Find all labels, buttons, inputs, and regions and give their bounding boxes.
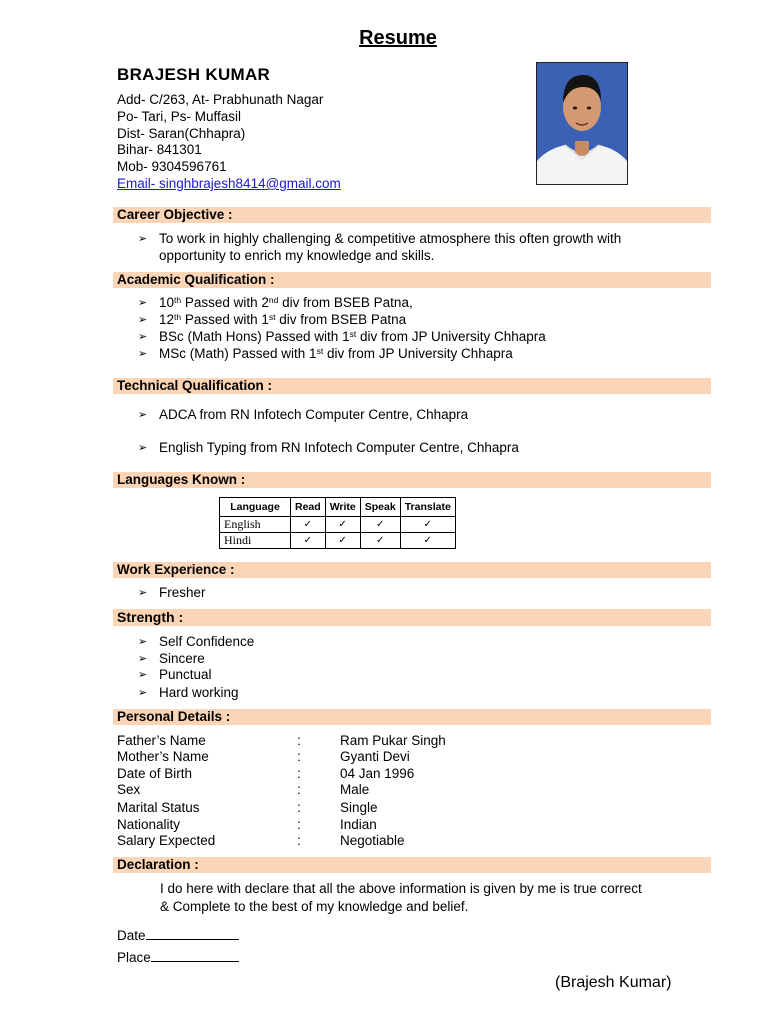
detail-value: 04 Jan 1996 bbox=[340, 766, 415, 781]
date-field bbox=[117, 927, 239, 943]
place-label: Place bbox=[117, 950, 151, 965]
strength-item: Hard working bbox=[159, 685, 239, 700]
technical-item: English Typing from RN Infotech Computer Centre, Chhapra bbox=[159, 440, 519, 455]
strength-item: Punctual bbox=[159, 667, 212, 682]
academic-text-part: th bbox=[174, 295, 182, 305]
bullet-arrow-icon: ➢ bbox=[138, 233, 148, 245]
detail-label: Father’s Name bbox=[117, 733, 206, 748]
detail-separator: : bbox=[297, 733, 301, 748]
check-icon: ✓ bbox=[400, 517, 455, 533]
detail-value: Indian bbox=[340, 817, 377, 832]
academic-text-part: div from JP University Chhapra bbox=[356, 329, 546, 344]
column-header: Write bbox=[325, 498, 360, 517]
academic-item bbox=[159, 295, 413, 312]
detail-label: Date of Birth bbox=[117, 766, 193, 781]
section-declaration: Declaration : bbox=[113, 857, 711, 873]
strength-item: Sincere bbox=[159, 651, 205, 666]
address-line-4: Bihar- 841301 bbox=[117, 142, 202, 158]
academic-text-part: div from JP University Chhapra bbox=[323, 346, 513, 361]
academic-text-part: st bbox=[349, 329, 357, 339]
place-field bbox=[117, 949, 239, 965]
academic-text-part: BSc (Math Hons) Passed with 1 bbox=[159, 329, 350, 344]
bullet-arrow-icon: ➢ bbox=[138, 314, 148, 326]
signature-name: (Brajesh Kumar) bbox=[555, 974, 672, 991]
check-icon: ✓ bbox=[360, 533, 400, 549]
academic-text-part: st bbox=[316, 346, 324, 356]
academic-item bbox=[159, 312, 406, 329]
academic-text-part: 12 bbox=[159, 312, 175, 327]
declaration-line-1: I do here with declare that all the above information is given by me is true correct bbox=[160, 881, 642, 896]
table-row bbox=[220, 533, 456, 549]
address-line-1: Add- C/263, At- Prabhunath Nagar bbox=[117, 92, 324, 107]
check-icon: ✓ bbox=[400, 533, 455, 549]
mobile-number: Mob- 9304596761 bbox=[117, 159, 227, 175]
column-header: Language bbox=[220, 498, 291, 517]
language-table-header bbox=[220, 498, 456, 517]
check-icon: ✓ bbox=[325, 517, 360, 533]
detail-value: Negotiable bbox=[340, 833, 405, 848]
academic-text-part: Passed with 2 bbox=[181, 295, 269, 310]
document-title: Resume bbox=[359, 27, 437, 49]
detail-separator: : bbox=[297, 800, 301, 815]
detail-separator: : bbox=[297, 766, 301, 781]
section-career-objective: Career Objective : bbox=[113, 207, 711, 223]
address-line-2: Po- Tari, Ps- Muffasil bbox=[117, 108, 242, 124]
bullet-arrow-icon: ➢ bbox=[138, 636, 148, 648]
section-strength: Strength : bbox=[113, 609, 711, 626]
profile-photo-illustration bbox=[537, 63, 627, 184]
detail-label: Sex bbox=[117, 782, 141, 797]
academic-text-part: nd bbox=[268, 295, 279, 305]
email-link[interactable]: Email- singhbrajesh8414@gmail.com bbox=[117, 175, 341, 191]
work-item: Fresher bbox=[159, 585, 206, 600]
section-work-experience: Work Experience : bbox=[113, 562, 711, 578]
place-blank-line bbox=[151, 949, 239, 962]
check-icon: ✓ bbox=[291, 533, 326, 549]
technical-item: ADCA from RN Infotech Computer Centre, Chhapra bbox=[159, 407, 469, 422]
academic-item bbox=[159, 346, 513, 363]
date-blank-line bbox=[146, 927, 239, 940]
academic-text-part: 10 bbox=[159, 295, 175, 310]
academic-text-part: div from BSEB Patna bbox=[275, 312, 407, 327]
bullet-arrow-icon: ➢ bbox=[138, 587, 148, 599]
detail-value: Gyanti Devi bbox=[340, 749, 410, 764]
detail-separator: : bbox=[297, 749, 301, 764]
address-line-3: Dist- Saran(Chhapra) bbox=[117, 125, 246, 141]
language-table bbox=[219, 497, 456, 549]
bullet-arrow-icon: ➢ bbox=[138, 669, 148, 681]
contact-block bbox=[117, 92, 341, 193]
detail-label: Salary Expected bbox=[117, 833, 216, 848]
detail-label: Mother’s Name bbox=[117, 749, 209, 764]
objective-line-1: To work in highly challenging & competitive atmosphere this often growth with bbox=[159, 231, 622, 246]
detail-label: Marital Status bbox=[117, 800, 200, 815]
academic-text-part: st bbox=[268, 312, 276, 322]
profile-photo bbox=[536, 62, 628, 185]
detail-label: Nationality bbox=[117, 817, 181, 832]
check-icon: ✓ bbox=[291, 517, 326, 533]
section-technical-qualification: Technical Qualification : bbox=[113, 378, 711, 394]
academic-item bbox=[159, 329, 546, 346]
detail-separator: : bbox=[297, 817, 301, 832]
check-icon: ✓ bbox=[360, 517, 400, 533]
academic-text-part: Passed with 1 bbox=[181, 312, 269, 327]
column-header: Translate bbox=[400, 498, 455, 517]
candidate-name: BRAJESH KUMAR bbox=[117, 65, 271, 84]
detail-value: Ram Pukar Singh bbox=[340, 733, 446, 748]
academic-text-part: MSc (Math) Passed with 1 bbox=[159, 346, 317, 361]
detail-separator: : bbox=[297, 833, 301, 848]
check-icon: ✓ bbox=[325, 533, 360, 549]
bullet-arrow-icon: ➢ bbox=[138, 653, 148, 665]
bullet-arrow-icon: ➢ bbox=[138, 409, 148, 421]
section-academic-qualification: Academic Qualification : bbox=[113, 272, 711, 288]
objective-line-2: opportunity to enrich my knowledge and skills. bbox=[159, 247, 435, 263]
bullet-arrow-icon: ➢ bbox=[138, 348, 148, 360]
academic-text-part: div from BSEB Patna, bbox=[278, 295, 413, 310]
bullet-arrow-icon: ➢ bbox=[138, 442, 148, 454]
language-name: English bbox=[220, 517, 291, 533]
section-personal-details: Personal Details : bbox=[113, 709, 711, 725]
language-name: Hindi bbox=[220, 533, 291, 549]
strength-item: Self Confidence bbox=[159, 634, 255, 649]
declaration-text bbox=[160, 880, 700, 916]
detail-separator: : bbox=[297, 782, 301, 797]
bullet-arrow-icon: ➢ bbox=[138, 297, 148, 309]
declaration-line-2: & Complete to the best of my knowledge and belief. bbox=[160, 899, 469, 914]
date-label: Date bbox=[117, 928, 146, 943]
table-row bbox=[220, 517, 456, 533]
detail-value: Single bbox=[340, 800, 378, 815]
column-header: Speak bbox=[360, 498, 400, 517]
detail-value: Male bbox=[340, 782, 370, 797]
bullet-arrow-icon: ➢ bbox=[138, 687, 148, 699]
column-header: Read bbox=[291, 498, 326, 517]
section-languages-known: Languages Known : bbox=[113, 472, 711, 488]
academic-text-part: th bbox=[174, 312, 182, 322]
bullet-arrow-icon: ➢ bbox=[138, 331, 148, 343]
